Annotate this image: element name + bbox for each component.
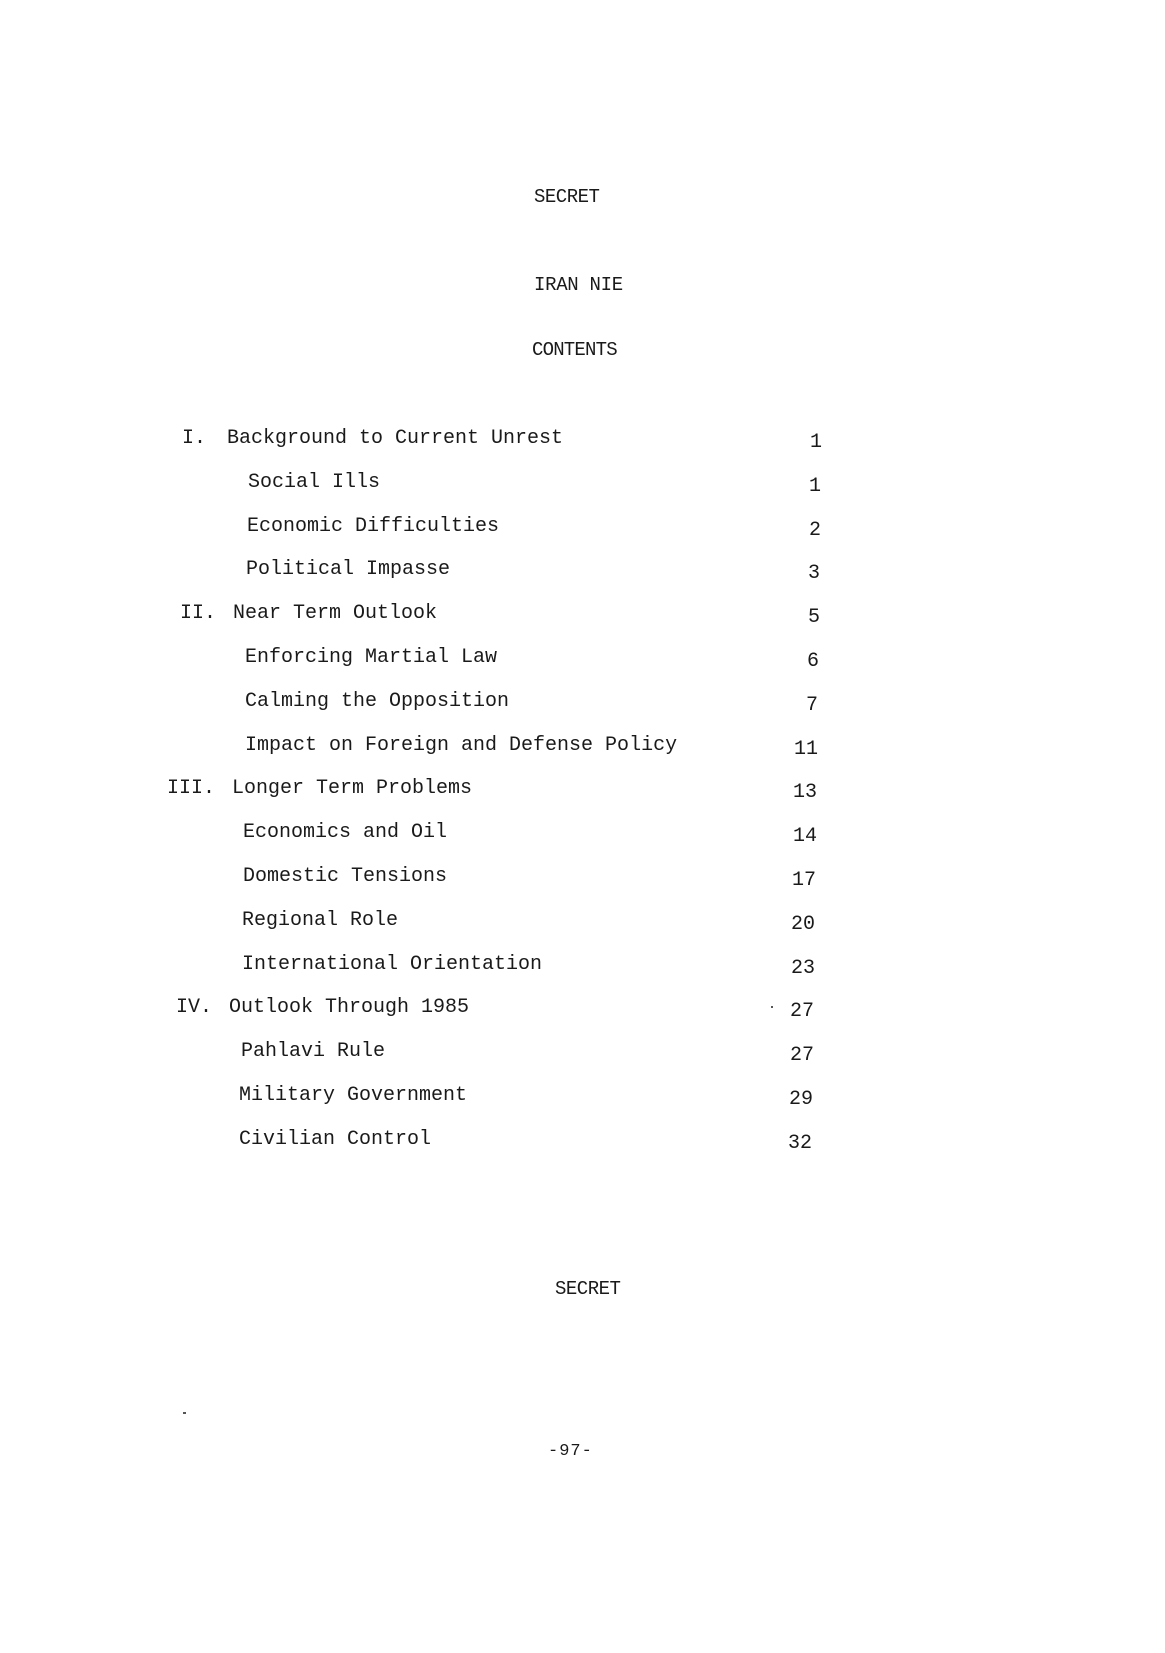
- toc-subsection-row: [0, 646, 1165, 676]
- scan-speck: [771, 1006, 773, 1008]
- toc-section-number: II.: [180, 602, 217, 626]
- toc-page-number: 1: [808, 474, 821, 498]
- classification-marking-bottom: SECRET: [555, 1278, 621, 1300]
- toc-section-number: I.: [182, 427, 207, 450]
- toc-entry-title: Social Ills: [248, 470, 381, 494]
- toc-subsection-row: [0, 558, 1165, 588]
- toc-page-number: 7: [805, 693, 818, 717]
- toc-entry-title: Near Term Outlook: [233, 602, 438, 626]
- classification-marking-top: SECRET: [534, 186, 600, 208]
- toc-entry-title: International Orientation: [242, 952, 543, 976]
- toc-entry-title: Impact on Foreign and Defense Policy: [245, 733, 678, 757]
- toc-subsection-row: [0, 1084, 1165, 1114]
- toc-page-number: 23: [790, 956, 815, 980]
- document-title: IRAN NIE: [534, 274, 623, 296]
- toc-entry-title: Calming the Opposition: [245, 689, 510, 713]
- contents-heading: CONTENTS: [532, 339, 617, 361]
- toc-subsection-row: [0, 821, 1165, 851]
- toc-entry-title: Military Government: [239, 1084, 468, 1107]
- toc-section-row: [0, 996, 1165, 1026]
- toc-page-number: 29: [788, 1088, 813, 1111]
- toc-entry-title: Civilian Control: [239, 1127, 432, 1151]
- toc-page-number: 32: [787, 1131, 812, 1155]
- toc-page-number: 13: [792, 781, 817, 805]
- toc-entry-title: Pahlavi Rule: [241, 1040, 386, 1064]
- toc-entry-title: Economics and Oil: [243, 821, 448, 845]
- toc-entry-title: Economic Difficulties: [247, 514, 500, 538]
- toc-page-number: 11: [793, 737, 818, 761]
- toc-page-number: 3: [807, 562, 820, 586]
- toc-entry-title: Political Impasse: [246, 558, 451, 582]
- toc-entry-title: Longer Term Problems: [232, 777, 473, 801]
- toc-subsection-row: [0, 734, 1165, 764]
- toc-section-number: IV.: [176, 996, 213, 1020]
- toc-page-number: 2: [808, 518, 821, 542]
- toc-section-row: [0, 602, 1165, 632]
- toc-subsection-row: [0, 865, 1165, 895]
- toc-entry-title: Enforcing Martial Law: [245, 646, 498, 669]
- toc-subsection-row: [0, 1128, 1165, 1158]
- page-number: -97-: [548, 1442, 593, 1461]
- toc-entry-title: Domestic Tensions: [243, 865, 448, 888]
- toc-page-number: 20: [790, 912, 815, 936]
- toc-entry-title: Regional Role: [242, 908, 399, 932]
- toc-entry-title: Background to Current Unrest: [227, 427, 564, 450]
- toc-page-number: 6: [806, 650, 819, 673]
- toc-subsection-row: [0, 471, 1165, 501]
- toc-page-number: 1: [809, 431, 822, 454]
- toc-page-number: 17: [791, 869, 816, 892]
- toc-subsection-row: [0, 953, 1165, 983]
- toc-page-number: 27: [789, 1044, 814, 1068]
- toc-page-number: 27: [789, 1000, 814, 1024]
- toc-section-row: [0, 427, 1165, 457]
- toc-subsection-row: [0, 1040, 1165, 1070]
- toc-section-number: III.: [167, 777, 216, 801]
- toc-subsection-row: [0, 909, 1165, 939]
- toc-entry-title: Outlook Through 1985: [229, 996, 470, 1020]
- toc-page-number: 14: [792, 825, 817, 849]
- scan-speck: [183, 1412, 186, 1414]
- toc-page-number: 5: [807, 606, 820, 630]
- toc-subsection-row: [0, 690, 1165, 720]
- toc-subsection-row: [0, 515, 1165, 545]
- toc-section-row: [0, 777, 1165, 807]
